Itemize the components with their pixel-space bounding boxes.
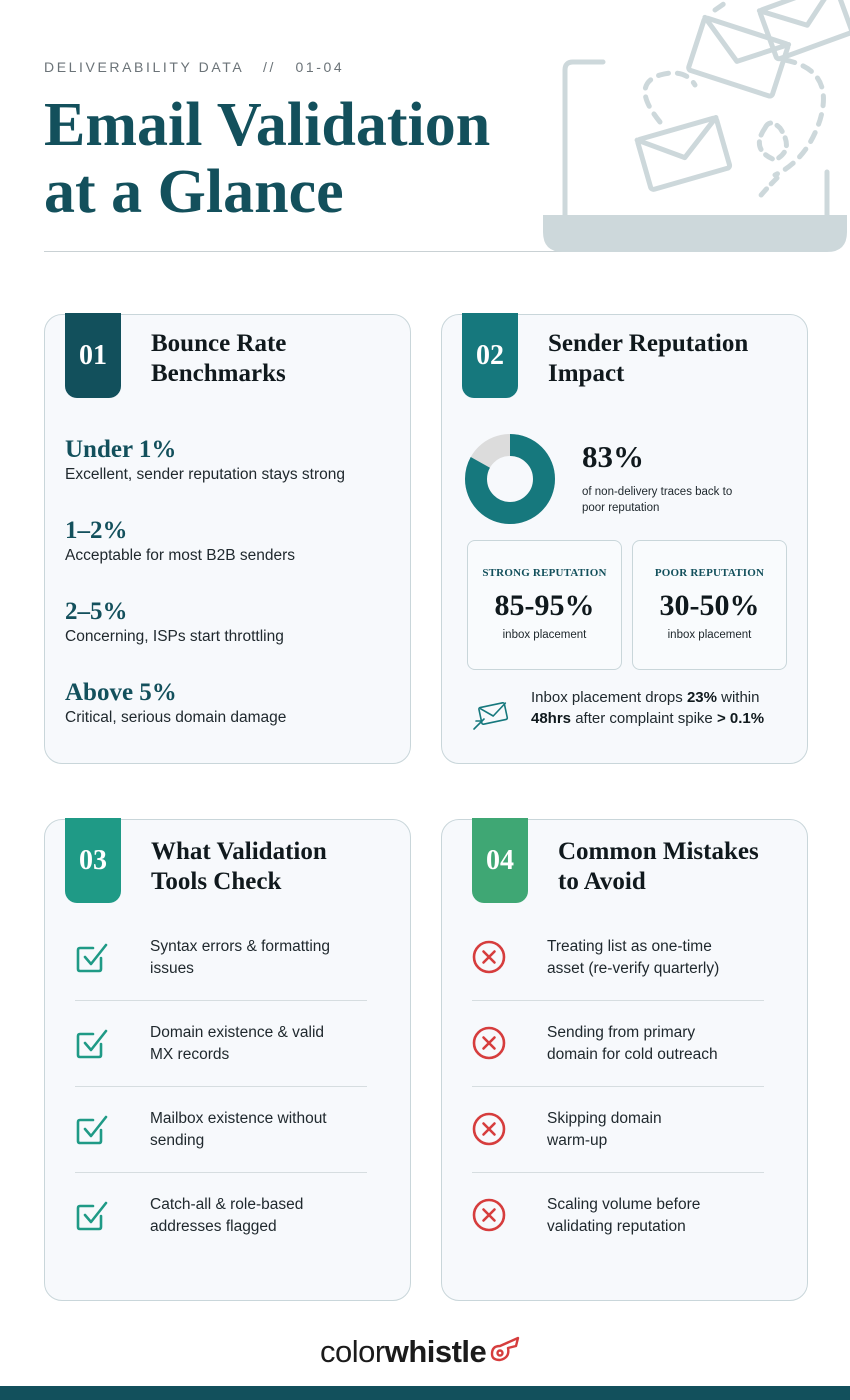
- list-item: [75, 1173, 367, 1259]
- box-value: 30-50%: [659, 589, 760, 622]
- card-sender-reputation: [441, 314, 808, 764]
- benchmark-desc: Critical, serious domain damage: [65, 709, 287, 726]
- check-square-icon: [75, 940, 109, 974]
- box-value: 85-95%: [494, 589, 595, 622]
- x-circle-icon: [472, 1026, 506, 1060]
- list-item-line2: domain for cold outreach: [547, 1046, 718, 1063]
- box-sub: inbox placement: [502, 629, 587, 641]
- card-title-line2: to Avoid: [558, 868, 646, 895]
- card-title: [558, 837, 798, 897]
- list-item-line2: issues: [150, 960, 194, 977]
- inbox-placement-note: [531, 688, 771, 729]
- benchmark-item: [65, 678, 286, 728]
- paper-plane-envelope-icon: [472, 699, 512, 731]
- card-title-line2: Tools Check: [151, 868, 282, 895]
- reputation-donut-chart: [464, 433, 556, 525]
- card-title: [548, 329, 788, 389]
- page-title-line1: Email Validation: [44, 91, 491, 159]
- note-text: within: [716, 689, 760, 706]
- list-item-line1: Treating list as one-time: [547, 938, 712, 955]
- list-item: [472, 1001, 764, 1087]
- eyebrow-label: DELIVERABILITY DATA // 01-04: [44, 59, 345, 75]
- list-item-line1: Catch-all & role-based: [150, 1196, 304, 1213]
- dashed-flight-path: [759, 123, 786, 160]
- list-item: [75, 1087, 367, 1173]
- list-item-line1: Domain existence & valid: [150, 1024, 325, 1041]
- card-title: [151, 329, 391, 389]
- benchmark-item: [65, 435, 345, 485]
- benchmark-range: Under 1%: [65, 436, 177, 463]
- note-highlight: 23%: [686, 689, 717, 706]
- list-item-line2: warm-up: [547, 1132, 608, 1149]
- list-item-line1: Mailbox existence without: [150, 1110, 327, 1127]
- page-title-line2: at a Glance: [44, 158, 344, 226]
- note-highlight: > 0.1%: [716, 709, 765, 727]
- card-number-badge: 01: [65, 313, 121, 398]
- card-bounce-rate: [44, 314, 411, 764]
- colorwhistle-logo: [320, 1330, 522, 1374]
- benchmark-desc: Acceptable for most B2B senders: [65, 547, 296, 564]
- card-number-badge: 04: [472, 818, 528, 903]
- laptop-base: [543, 215, 847, 252]
- list-item-line2: asset (re-verify quarterly): [547, 960, 720, 977]
- benchmark-range: 2–5%: [65, 598, 128, 625]
- box-label: STRONG REPUTATION: [482, 567, 607, 579]
- laptop-envelopes-illustration: [535, 0, 850, 262]
- dashed-flight-path: [715, 3, 725, 10]
- card-title-line2: Benchmarks: [151, 360, 286, 387]
- benchmark-range: 1–2%: [65, 517, 128, 544]
- list-item-line2: validating reputation: [547, 1218, 686, 1235]
- stat-caption-line2: poor reputation: [582, 502, 660, 514]
- box-sub: inbox placement: [667, 629, 752, 641]
- reputation-stat-value: 83%: [582, 439, 644, 474]
- page-title: [44, 92, 564, 226]
- stat-caption-line1: of non-delivery traces back to: [582, 486, 733, 498]
- card-title-line1: Sender Reputation: [548, 330, 749, 357]
- card-title-line1: What Validation: [151, 838, 327, 865]
- card-title: [151, 837, 391, 897]
- card-title-line1: Common Mistakes: [558, 838, 759, 865]
- card-title-line2: Impact: [548, 360, 625, 387]
- check-square-icon: [75, 1198, 109, 1232]
- envelope-icon: [759, 0, 850, 60]
- list-item: [472, 915, 764, 1001]
- list-item-text: [547, 1108, 767, 1152]
- list-item-text: [150, 1108, 370, 1152]
- benchmark-range: Above 5%: [65, 679, 177, 706]
- list-item-line2: sending: [150, 1132, 205, 1149]
- envelope-icon: [637, 117, 730, 190]
- benchmark-desc: Concerning, ISPs start throttling: [65, 628, 284, 645]
- list-item-text: [150, 1022, 370, 1066]
- envelope-icon: [688, 17, 789, 97]
- card-validation-checks: [44, 819, 411, 1301]
- list-item: [75, 1001, 367, 1087]
- card-number-badge: 03: [65, 818, 121, 903]
- benchmark-desc: Excellent, sender reputation stays strong: [65, 466, 346, 483]
- card-title-line1: Bounce Rate: [151, 330, 287, 357]
- note-text: Inbox placement drops: [531, 689, 687, 706]
- list-item-line1: Sending from primary: [547, 1024, 696, 1041]
- logo-text-color: color: [320, 1334, 385, 1369]
- list-item-text: [547, 936, 767, 980]
- list-item-text: [547, 1022, 767, 1066]
- x-circle-icon: [472, 940, 506, 974]
- note-highlight: 48hrs: [531, 709, 572, 727]
- benchmark-item: [65, 597, 284, 647]
- note-text: after complaint spike: [571, 709, 717, 727]
- list-item-line1: Scaling volume before: [547, 1196, 701, 1213]
- laptop-screen-outline: [565, 62, 603, 215]
- list-item: [472, 1087, 764, 1173]
- list-item-line1: Skipping domain: [547, 1110, 662, 1127]
- footer-bar: [0, 1386, 850, 1400]
- check-square-icon: [75, 1112, 109, 1146]
- benchmark-item: [65, 516, 295, 566]
- reputation-stat-caption: [582, 484, 782, 516]
- strong-reputation-box: [467, 540, 622, 670]
- list-item-line2: MX records: [150, 1046, 230, 1063]
- whistle-icon: [488, 1334, 522, 1364]
- list-item-text: [150, 1194, 370, 1238]
- box-label: POOR REPUTATION: [654, 567, 765, 579]
- check-square-icon: [75, 1026, 109, 1060]
- card-common-mistakes: [441, 819, 808, 1301]
- dashed-flight-path: [645, 73, 695, 122]
- list-item-text: [547, 1194, 767, 1238]
- x-circle-icon: [472, 1198, 506, 1232]
- x-circle-icon: [472, 1112, 506, 1146]
- list-item: [75, 915, 367, 1001]
- list-item-text: [150, 936, 370, 980]
- logo-text-whistle: whistle: [384, 1334, 487, 1369]
- list-item-line2: addresses flagged: [150, 1218, 277, 1235]
- poor-reputation-box: [632, 540, 787, 670]
- list-item-line1: Syntax errors & formatting: [150, 938, 331, 955]
- card-number-badge: 02: [462, 313, 518, 398]
- list-item: [472, 1173, 764, 1259]
